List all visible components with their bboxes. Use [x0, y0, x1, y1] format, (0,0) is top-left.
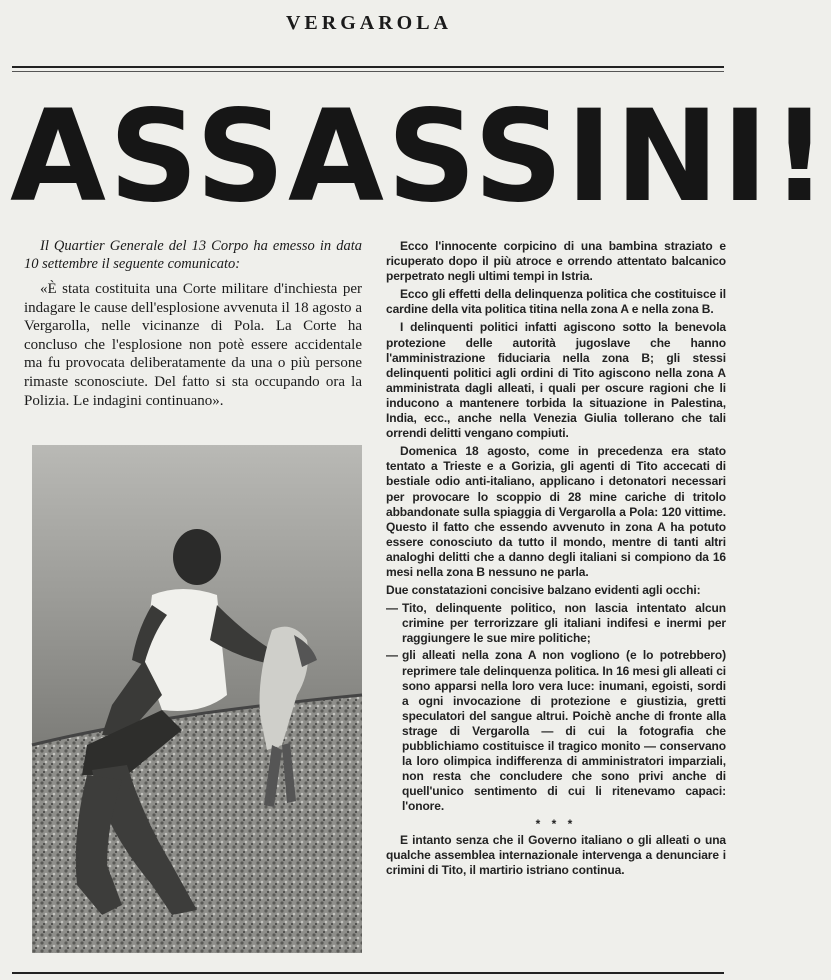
paragraph-3: I delinquenti politici infatti agiscono sotto la benevola protezione delle autorità jugoslave che hanno l'amministrazione fiduciaria nella zona B; gli stessi delinquenti politici agli ordini di Tito agiscono nella zona A amministrata dagli alleati, i quali per oscure ragioni che li inducono a mantenere torbida la situazione in Palestina, India, ecc., anche nella Venezia Giulia tollerano che tali orrendi delitti vengano compiuti. [386, 320, 726, 441]
paragraph-5: Due constatazioni concisive balzano evidenti agli occhi: [386, 583, 701, 598]
paragraph-1: Ecco l'innocente corpicino di una bambina straziato e ricuperato dopo il più atroce e orrendo attentato balcanico perpetrato negli ultimi tempi in Istria. [386, 239, 726, 284]
list-item-text: Tito, delinquente politico, non lascia intentato alcun crimine per terrorizzare gli italiani indifesi e inermi per raggiungere le sue mire politiche; [402, 601, 726, 646]
list-item [386, 601, 726, 646]
list-item-text: gli alleati nella zona A non vogliono (e lo potrebbero) reprimere tale delinquenza politica. In 16 mesi gli alleati ci sono apparsi nella loro vera luce: inumani, egoisti, sordi a ogni invocazione di protezione e giustizia, gretti speculatori del sangue altrui. Poichè anche di fronte alla strage di Vergarolla — di cui la fotografia che pubblichiamo costituisce il tragico monito — conservano la loro olimpica indifferenza di amministratori imparziali, non resta che concludere che sono privi anche di quell'unico sentimento di cui li ritenevamo capaci: l'onore. [402, 648, 726, 814]
left-column [24, 237, 362, 410]
paragraph-2: Ecco gli effetti della delinquenza politica che costituisce il cardine della vita politica titina nella zona A e nella zona B. [386, 287, 726, 317]
news-photo [32, 445, 362, 953]
headline: ASSASSINI! [10, 83, 831, 231]
footer-rule [12, 972, 724, 974]
section-separator: * * * [535, 817, 577, 832]
list-item [386, 648, 726, 814]
dash-mark: — [386, 648, 398, 663]
observations-list [386, 601, 726, 814]
communique-quote: «È stata costituita una Corte militare d'inchiesta per indagare le cause dell'esplosione avvenuta il 18 agosto a Vergarolla, nelle vicinanze di Pola. La Corte ha concluso che l'esplosione non potè essere accidentale ma fu provocata deliberatamente da una o più persone rimaste sconosciute. Del fatto si sta occupando ora la Polizia. Le indagini continuano». [24, 281, 362, 409]
photo-man-holding-child-icon [32, 445, 362, 953]
section-header: VERGAROLA [285, 12, 452, 34]
intro-paragraph: Il Quartier Generale del 13 Corpo ha emesso in data 10 settembre il seguente comunicato: [24, 238, 362, 272]
paragraph-4: Domenica 18 agosto, come in precedenza era stato tentato a Trieste e a Gorizia, gli agenti di Tito accecati di bestiale odio anti-italiano, applicano i detonatori necessari per provocare lo scoppio di 28 mine cariche di tritolo abbandonate sulla spiaggia di Vergarolla a Pola: 120 vittime. Questo il fatto che essendo avvenuto in zona A ha potuto essere conosciuto da tutto il mondo, mentre di tanti altri analoghi delitti che a danno degli italiani si compiono da 16 mesi nella zona B nessuno ne parla. [386, 444, 726, 579]
paragraph-6: E intanto senza che il Governo italiano o gli alleati o una qualche assemblea internazionale intervenga a denunciare i crimini di Tito, il martirio istriano continua. [386, 832, 726, 877]
header-rule-thick [12, 66, 724, 68]
right-column [386, 239, 726, 881]
dash-mark: — [386, 601, 398, 616]
header-rule-thin [12, 71, 724, 72]
